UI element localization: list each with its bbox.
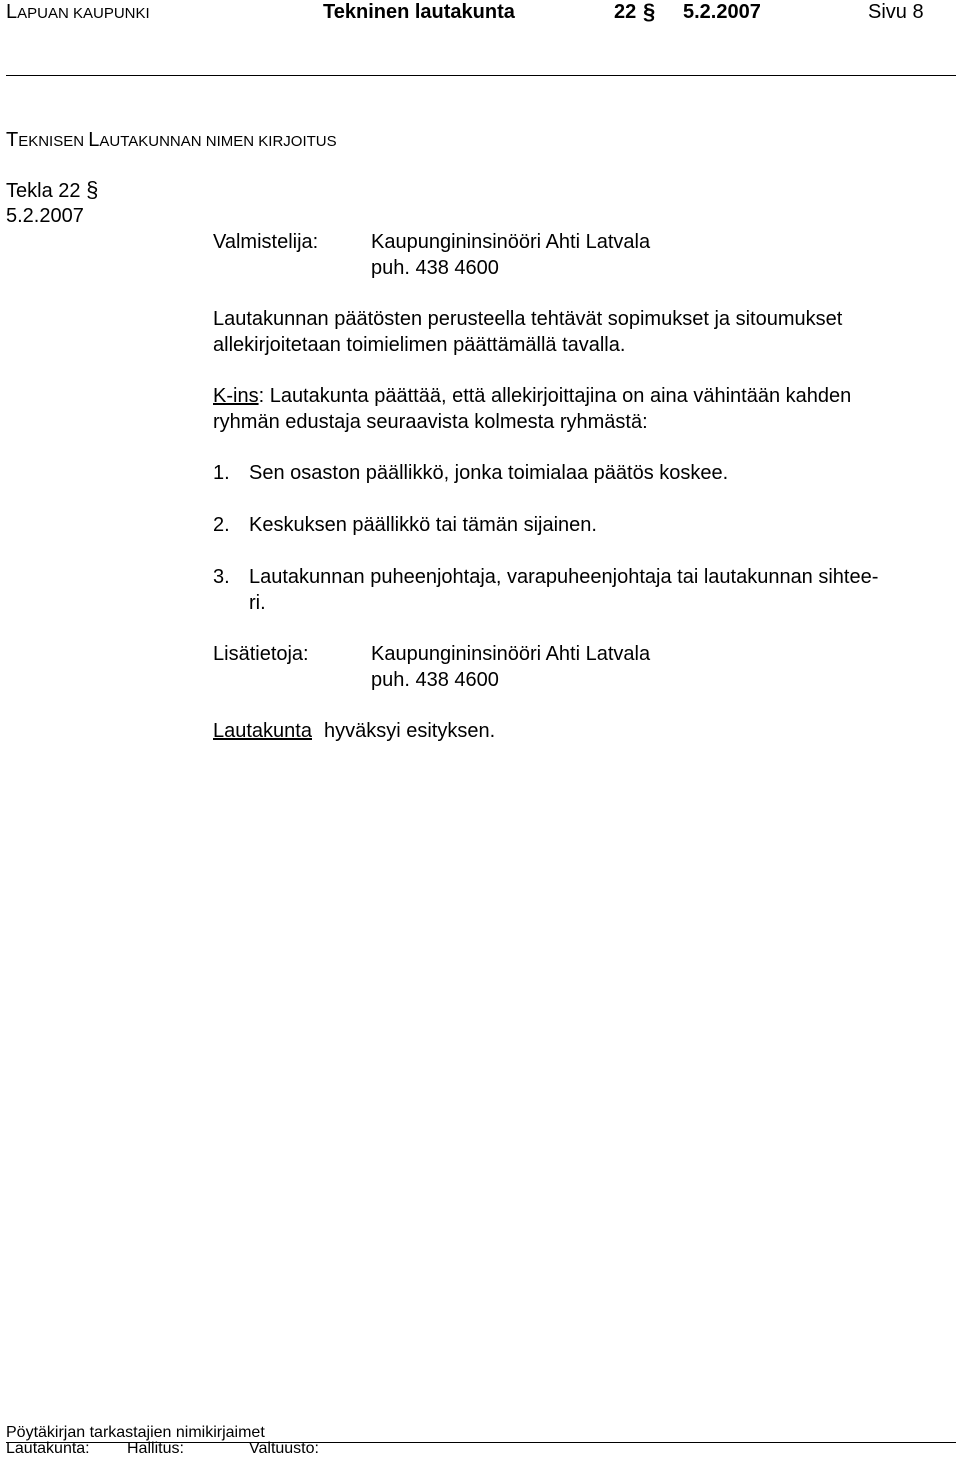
footer-label-valtuusto: Valtuusto:: [249, 1440, 319, 1457]
footer-label-hallitus: Hallitus:: [127, 1440, 184, 1457]
organization-initial: L: [6, 1, 18, 23]
footer-title: Pöytäkirjan tarkastajien nimikirjaimet: [6, 1424, 265, 1441]
organization-name: [6, 0, 150, 26]
proposal-label: K-ins: [213, 385, 259, 407]
header-divider: [6, 75, 956, 76]
proposal-line-2: ryhmän edustaja seuraavista kolmesta ryhmästä:: [213, 411, 648, 433]
decision-label: Lautakunta: [213, 720, 312, 742]
list-item-number: 3.: [213, 566, 230, 588]
section-symbol: §: [643, 0, 656, 24]
title-rest-1: EKNISEN: [18, 133, 89, 150]
list-item-text: Lautakunnan puheenjohtaja, varapuheenjohtaja tai lautakunnan sihtee-: [249, 566, 879, 588]
preparer-name: Kaupungininsinööri Ahti Latvala: [371, 231, 651, 253]
decision-text: hyväksyi esityksen.: [323, 720, 496, 742]
info-label: Lisätietoja:: [213, 643, 309, 665]
header-date: 5.2.2007: [683, 1, 761, 23]
page-number: Sivu 8: [868, 1, 924, 23]
title-rest-2: AUTAKUNNAN NIMEN KIRJOITUS: [99, 133, 337, 150]
board-name: Tekninen lautakunta: [323, 1, 515, 23]
reference-date: 5.2.2007: [6, 205, 84, 227]
list-item-continuation: ri.: [249, 592, 266, 614]
proposal-line-1: [213, 383, 851, 409]
reference-section-symbol: §: [86, 177, 99, 202]
list-item-text: Sen osaston päällikkö, jonka toimialaa päätös koskee.: [249, 462, 729, 484]
paragraph-line-1: Lautakunnan päätösten perusteella tehtävät sopimukset ja sitoumukset: [213, 308, 843, 330]
footer-label-lautakunta: Lautakunta:: [6, 1440, 90, 1457]
paragraph-line-2: allekirjoitetaan toimielimen päättämällä tavalla.: [213, 334, 626, 356]
info-name: Kaupungininsinööri Ahti Latvala: [371, 643, 651, 665]
list-item-number: 2.: [213, 514, 230, 536]
info-phone: puh. 438 4600: [371, 669, 499, 691]
title-initial-2: L: [88, 129, 100, 151]
document-title: [6, 128, 337, 154]
list-item-number: 1.: [213, 462, 230, 484]
section-number: 22: [614, 1, 637, 23]
reference-text: Tekla 22: [6, 180, 87, 202]
title-initial-1: T: [6, 129, 19, 151]
preparer-label: Valmistelija:: [213, 231, 319, 253]
organization-rest: APUAN KAUPUNKI: [17, 5, 150, 22]
decision: [213, 718, 495, 744]
list-item-text: Keskuksen päällikkö tai tämän sijainen.: [249, 514, 597, 536]
reference-line-1: [6, 177, 98, 204]
preparer-phone: puh. 438 4600: [371, 257, 499, 279]
proposal-text: : Lautakunta päättää, että allekirjoittajina on aina vähintään kahden: [258, 385, 852, 407]
